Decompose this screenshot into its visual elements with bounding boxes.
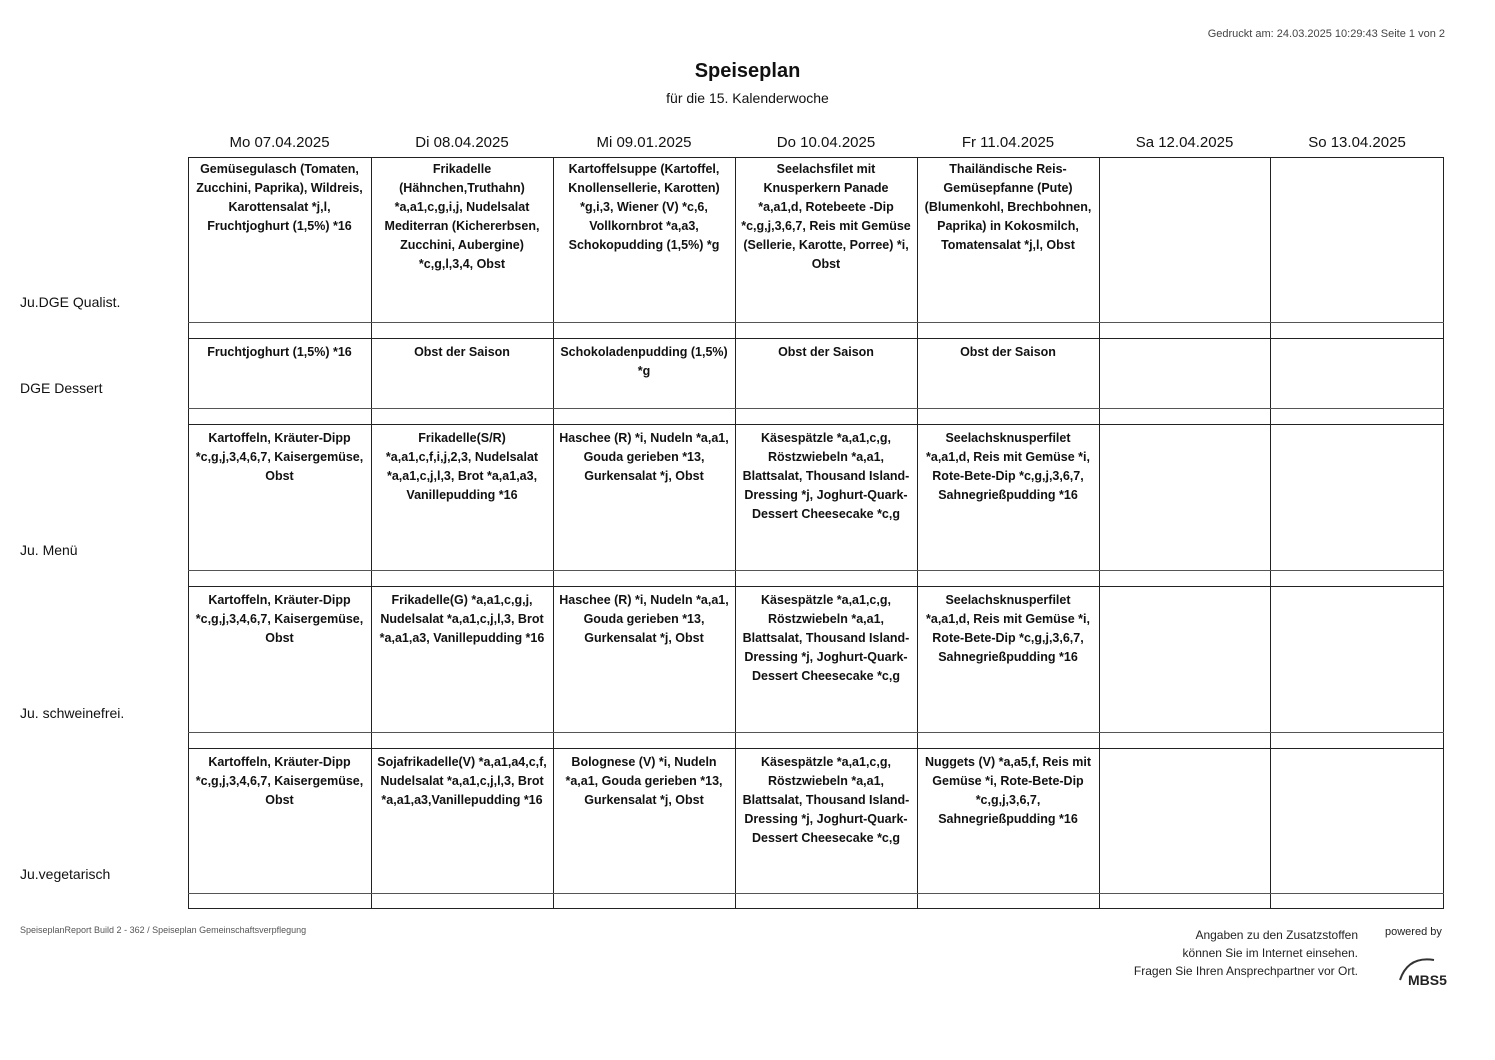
row-divider bbox=[188, 732, 1444, 733]
menu-cell: Obst der Saison bbox=[960, 345, 1056, 359]
menu-cell: Haschee (R) *i, Nudeln *a,a1, Gouda gerieben *13, Gurkensalat *j, Obst bbox=[559, 593, 729, 645]
menu-cell: Käsespätzle *a,a1,c,g, Röstzwiebeln *a,a1, Blattsalat, Thousand Island-Dressing *j, Joghurt-Quark-Dessert Cheesecake *c,g bbox=[742, 431, 910, 521]
menu-cell: Kartoffelsuppe (Kartoffel, Knollensellerie, Karotten) *g,i,3, Wiener (V) *c,6, Vollkornbrot *a,a3, Schokopudding (1,5%) *g bbox=[568, 162, 720, 252]
mbs-logo bbox=[1390, 950, 1450, 990]
row-label-schweinefrei: Ju. schweinefrei. bbox=[20, 705, 125, 721]
additives-note-line: Fragen Sie Ihren Ansprechpartner vor Ort. bbox=[1133, 964, 1358, 978]
printed-info: Gedruckt am: 24.03.2025 10:29:43 Seite 1 von 2 bbox=[1207, 28, 1445, 40]
row-divider bbox=[188, 408, 1444, 409]
menu-cell: Seelachsknusperfilet *a,a1,d, Reis mit Gemüse *i, Rote-Bete-Dip *c,g,j,3,6,7, Sahnegrießpudding *16 bbox=[926, 431, 1090, 502]
row-divider bbox=[188, 586, 1444, 587]
menu-cell: Frikadelle (Hähnchen,Truthahn) *a,a1,c,g,i,j, Nudelsalat Mediterran (Kichererbsen, Zucchini, Aubergine) *c,g,l,3,4, Obst bbox=[384, 162, 540, 271]
row-label-dge-dessert: DGE Dessert bbox=[20, 380, 103, 396]
row-label-dge-qualist: Ju.DGE Qualist. bbox=[20, 294, 121, 310]
mbs-logo-icon bbox=[1390, 950, 1450, 990]
column-divider bbox=[1270, 157, 1271, 909]
menu-cell: Seelachsfilet mit Knusperkern Panade *a,a1,d, Rotebeete -Dip *c,g,j,3,6,7, Reis mit Gemüse (Sellerie, Karotte, Porree) *i, Obst bbox=[741, 162, 911, 271]
row-divider bbox=[188, 322, 1444, 323]
row-label-menu: Ju. Menü bbox=[20, 542, 78, 558]
day-header-sun: So 13.04.2025 bbox=[1308, 134, 1406, 151]
row-divider bbox=[188, 748, 1444, 749]
menu-cell: Obst der Saison bbox=[778, 345, 874, 359]
report-info: SpeiseplanReport Build 2 - 362 / Speiseplan Gemeinschaftsverpflegung bbox=[20, 925, 307, 935]
menu-cell: Kartoffeln, Kräuter-Dipp *c,g,j,3,4,6,7, Kaisergemüse, Obst bbox=[195, 431, 364, 483]
menu-cell: Thailändische Reis-Gemüsepfanne (Pute) (Blumenkohl, Brechbohnen, Paprika) in Kokosmilch, Tomatensalat *j,l, Obst bbox=[924, 162, 1092, 252]
menu-cell: Obst der Saison bbox=[414, 345, 510, 359]
row-divider bbox=[188, 570, 1444, 571]
additives-note-line: Angaben zu den Zusatzstoffen bbox=[1195, 928, 1358, 942]
day-header-fri: Fr 11.04.2025 bbox=[961, 134, 1055, 151]
menu-cell: Frikadelle(G) *a,a1,c,g,j, Nudelsalat *a,a1,c,j,l,3, Brot *a,a1,a3, Vanillepudding *16 bbox=[379, 593, 545, 645]
menu-cell: Nuggets (V) *a,a5,f, Reis mit Gemüse *i, Rote-Bete-Dip *c,g,j,3,6,7, Sahnegrießpudding *16 bbox=[924, 755, 1091, 826]
menu-cell: Seelachsknusperfilet *a,a1,d, Reis mit Gemüse *i, Rote-Bete-Dip *c,g,j,3,6,7, Sahnegrießpudding *16 bbox=[926, 593, 1090, 664]
menu-cell: Schokoladenpudding (1,5%) *g bbox=[560, 345, 728, 378]
powered-by: powered by bbox=[1385, 926, 1442, 938]
menu-cell: Kartoffeln, Kräuter-Dipp *c,g,j,3,4,6,7, Kaisergemüse, Obst bbox=[195, 593, 364, 645]
day-header-tue: Di 08.04.2025 bbox=[415, 134, 509, 151]
day-header-mon: Mo 07.04.2025 bbox=[229, 134, 330, 151]
menu-cell: Käsespätzle *a,a1,c,g, Röstzwiebeln *a,a1, Blattsalat, Thousand Island-Dressing *j, Joghurt-Quark-Dessert Cheesecake *c,g bbox=[742, 593, 910, 683]
menu-cell: Fruchtjoghurt (1,5%) *16 bbox=[207, 345, 352, 359]
day-header-thu: Do 10.04.2025 bbox=[776, 134, 876, 151]
menu-cell: Kartoffeln, Kräuter-Dipp *c,g,j,3,4,6,7, Kaisergemüse, Obst bbox=[195, 755, 364, 807]
menu-cell: Bolognese (V) *i, Nudeln *a,a1, Gouda gerieben *13, Gurkensalat *j, Obst bbox=[565, 755, 723, 807]
page-title: Speiseplan bbox=[694, 60, 801, 82]
menu-cell: Sojafrikadelle(V) *a,a1,a4,c,f, Nudelsalat *a,a1,c,j,l,3, Brot *a,a1,a3,Vanillepudding *16 bbox=[377, 755, 547, 807]
row-label-vegetarisch: Ju.vegetarisch bbox=[20, 866, 111, 882]
menu-cell: Frikadelle(S/R) *a,a1,c,f,i,j,2,3, Nudelsalat *a,a1,c,j,l,3, Brot *a,a1,a3, Vanillepudding *16 bbox=[385, 431, 539, 502]
additives-note-line: können Sie im Internet einsehen. bbox=[1182, 946, 1358, 960]
row-divider bbox=[188, 338, 1444, 339]
page-subtitle: für die 15. Kalenderwoche bbox=[666, 90, 829, 106]
row-divider bbox=[188, 893, 1444, 894]
day-header-wed: Mi 09.01.2025 bbox=[596, 134, 692, 151]
row-divider bbox=[188, 424, 1444, 425]
menu-cell: Haschee (R) *i, Nudeln *a,a1, Gouda gerieben *13, Gurkensalat *j, Obst bbox=[559, 431, 729, 483]
day-header-sat: Sa 12.04.2025 bbox=[1135, 134, 1234, 151]
additives-note bbox=[1134, 926, 1358, 980]
column-divider bbox=[1099, 157, 1100, 909]
menu-cell: Gemüsegulasch (Tomaten, Zucchini, Paprika), Wildreis, Karottensalat *j,l, Fruchtjoghurt (1,5%) *16 bbox=[196, 162, 363, 233]
menu-cell: Käsespätzle *a,a1,c,g, Röstzwiebeln *a,a1, Blattsalat, Thousand Island-Dressing *j, Joghurt-Quark-Dessert Cheesecake *c,g bbox=[742, 755, 910, 845]
mbs-logo-text: MBS5 bbox=[1408, 972, 1447, 988]
